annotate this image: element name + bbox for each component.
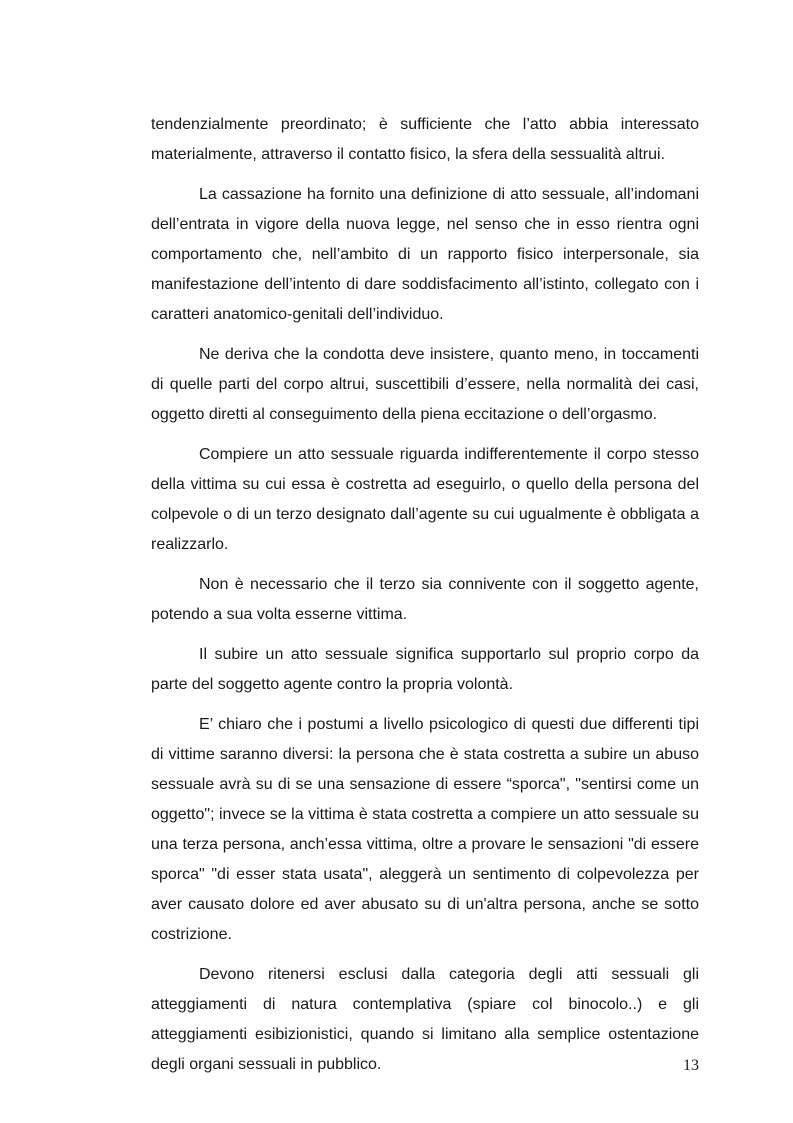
page-number: 13 xyxy=(683,1057,699,1074)
paragraph-undergo-act: Il subire un atto sessuale significa supportarlo sul proprio corpo da parte del soggetto agente contro la propria volontà. xyxy=(151,646,699,693)
paragraph-cassation-definition: La cassazione ha fornito una definizione di atto sessuale, all’indomani dell’entrata in vigore della nuova legge, nel senso che in esso rientra ogni comportamento che, nell’ambito di un rapporto fisico interpersonale, sia manifestazione dell’intento di dare soddisfacimento all’istinto, collegato con i caratteri anatomico-genitali dell’individuo. xyxy=(151,186,699,323)
paragraph-psychological-effects: E’ chiaro che i postumi a livello psicologico di questi due differenti tipi di vittime saranno diversi: la persona che è stata costretta a subire un abuso sessuale avrà su di se una sensazione di essere “sporca", "sentirsi come un oggetto"; invece se la vittima è stata costretta a compiere un atto sessuale su una terza persona, anch’essa vittima, oltre a provare le sensazioni "di essere sporca" "di esser stata usata", aleggerà un sentimento di colpevolezza per aver causato dolore ed aver abusato su di un'altra persona, anche se sotto costrizione. xyxy=(151,716,699,943)
paragraph-conduct: Ne deriva che la condotta deve insistere, quanto meno, in toccamenti di quelle parti del corpo altrui, suscettibili d’essere, nella normalità dei casi, oggetto diretti al conseguimento della piena eccitazione o dell’orgasmo. xyxy=(151,346,699,423)
paragraph-continuation: tendenzialmente preordinato; è sufficiente che l’atto abbia interessato materialmente, attraverso il contatto fisico, la sfera della sessualità altrui. xyxy=(151,116,699,163)
body-text xyxy=(151,110,699,1090)
paragraph-third-party: Non è necessario che il terzo sia connivente con il soggetto agente, potendo a sua volta esserne vittima. xyxy=(151,576,699,623)
paragraph-exclusions: Devono ritenersi esclusi dalla categoria degli atti sessuali gli atteggiamenti di natura contemplativa (spiare col binocolo..) e gli atteggiamenti esibizionistici, quando si limitano alla semplice ostentazione degli organi sessuali in pubblico. xyxy=(151,966,699,1073)
paragraph-perform-act: Compiere un atto sessuale riguarda indifferentemente il corpo stesso della vittima su cui essa è costretta ad eseguirlo, o quello della persona del colpevole o di un terzo designato dall’agente su cui ugualmente è obbligata a realizzarlo. xyxy=(151,446,699,553)
